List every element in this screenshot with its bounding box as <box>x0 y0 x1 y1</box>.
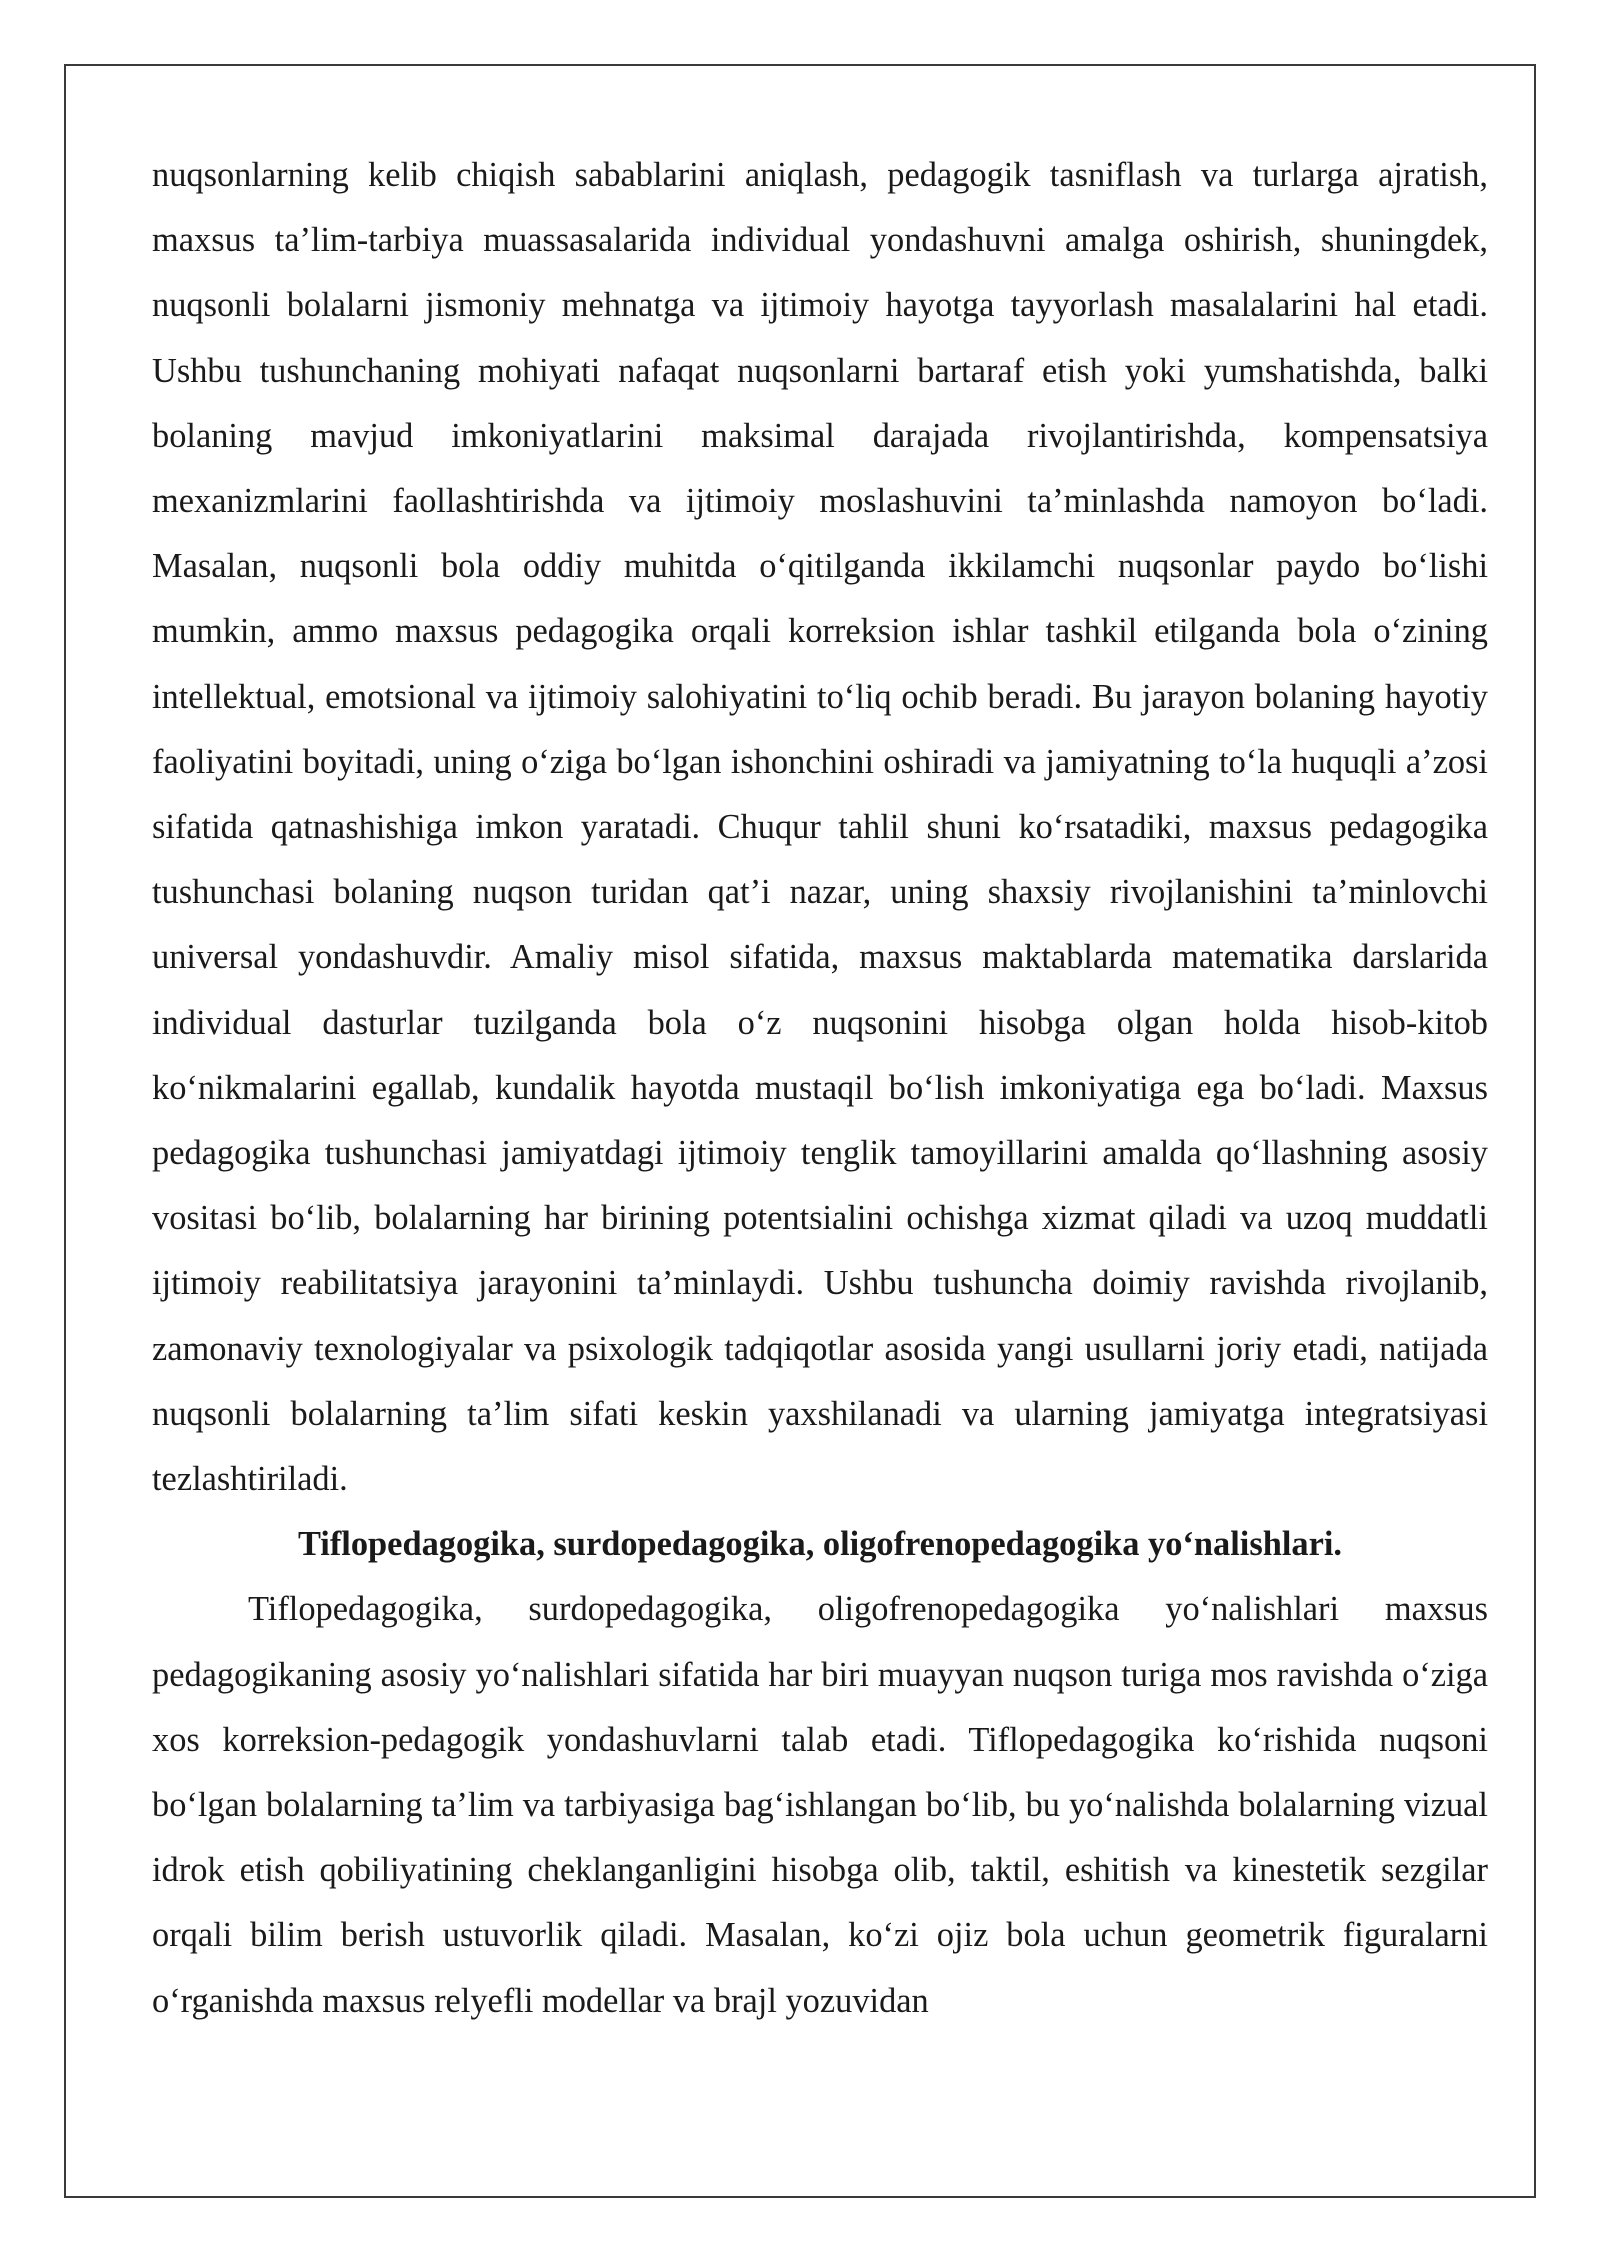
section-heading: Tiflopedagogika, surdopedagogika, oligofrenopedagogika yoʻnalishlari. <box>297 1525 1342 1564</box>
body-paragraph-continued: nuqsonlarning kelib chiqish sabablarini aniqlash, pedagogik tasniflash va turlarga ajratish, maxsus ta’lim-tarbiya muassasalarida individual yondashuvni amalga oshirish, shuningdek, nuqsonli bolalarni jismoniy mehnatga va ijtimoiy hayotga tayyorlash masalalarini hal etadi. Ushbu tushunchaning mohiyati nafaqat nuqsonlarni bartaraf etish yoki yumshatishda, balki bolaning mavjud imkoniyatlarini maksimal darajada rivojlantirishda, kompensatsiya mexanizmlarini faollashtirishda va ijtimoiy moslashuvini ta’minlashda namoyon boʻladi. Masalan, nuqsonli bola oddiy muhitda oʻqitilganda ikkilamchi nuqsonlar paydo boʻlishi mumkin, ammo maxsus pedagogika orqali korreksion ishlar tashkil etilganda bola oʻzining intellektual, emotsional va ijtimoiy salohiyatini toʻliq ochib beradi. Bu jarayon bolaning hayotiy faoliyatini boyitadi, uning oʻziga boʻlgan ishonchini oshiradi va jamiyatning toʻla huquqli a’zosi sifatida qatnashishiga imkon yaratadi. Chuqur tahlil shuni koʻrsatadiki, maxsus pedagogika tushunchasi bolaning nuqson turidan qat’i nazar, uning shaxsiy rivojlanishini ta’minlovchi universal yondashuvdir. Amaliy misol sifatida, maxsus maktablarda matematika darslarida individual dasturlar tuzilganda bola oʻz nuqsonini hisobga olgan holda hisob-kitob koʻnikmalarini egallab, kundalik hayotda mustaqil boʻlish imkoniyatiga ega boʻladi. Maxsus pedagogika tushunchasi jamiyatdagi ijtimoiy tenglik tamoyillarini amalda qoʻllashning asosiy vositasi boʻlib, bolalarning har birining potentsialini ochishga xizmat qiladi va uzoq muddatli ijtimoiy reabilitatsiya jarayonini ta’minlaydi. Ushbu tushuncha doimiy ravishda rivojlanib, zamonaviy texnologiyalar va psixologik tadqiqotlar asosida yangi usullarni joriy etadi, natijada nuqsonli bolalarning ta’lim sifati keskin yaxshilanadi va ularning jamiyatga integratsiyasi tezlashtiriladi. <box>152 156 1488 1499</box>
body-paragraph: Tiflopedagogika, surdopedagogika, oligofrenopedagogika yoʻnalishlari maxsus pedagogikaning asosiy yoʻnalishlari sifatida har biri muayyan nuqson turiga mos ravishda oʻziga xos korreksion-pedagogik yondashuvlarni talab etadi. Tiflopedagogika koʻrishida nuqsoni boʻlgan bolalarning ta’lim va tarbiyasiga bagʻishlangan boʻlib, bu yoʻnalishda bolalarning vizual idrok etish qobiliyatining cheklanganligini hisobga olib, taktil, eshitish va kinestetik sezgilar orqali bilim berish ustuvorlik qiladi. Masalan, koʻzi ojiz bola uchun geometrik figuralarni oʻrganishda maxsus relyefli modellar va brajl yozuvidan <box>152 1590 1488 2020</box>
document-body <box>152 143 1488 2034</box>
